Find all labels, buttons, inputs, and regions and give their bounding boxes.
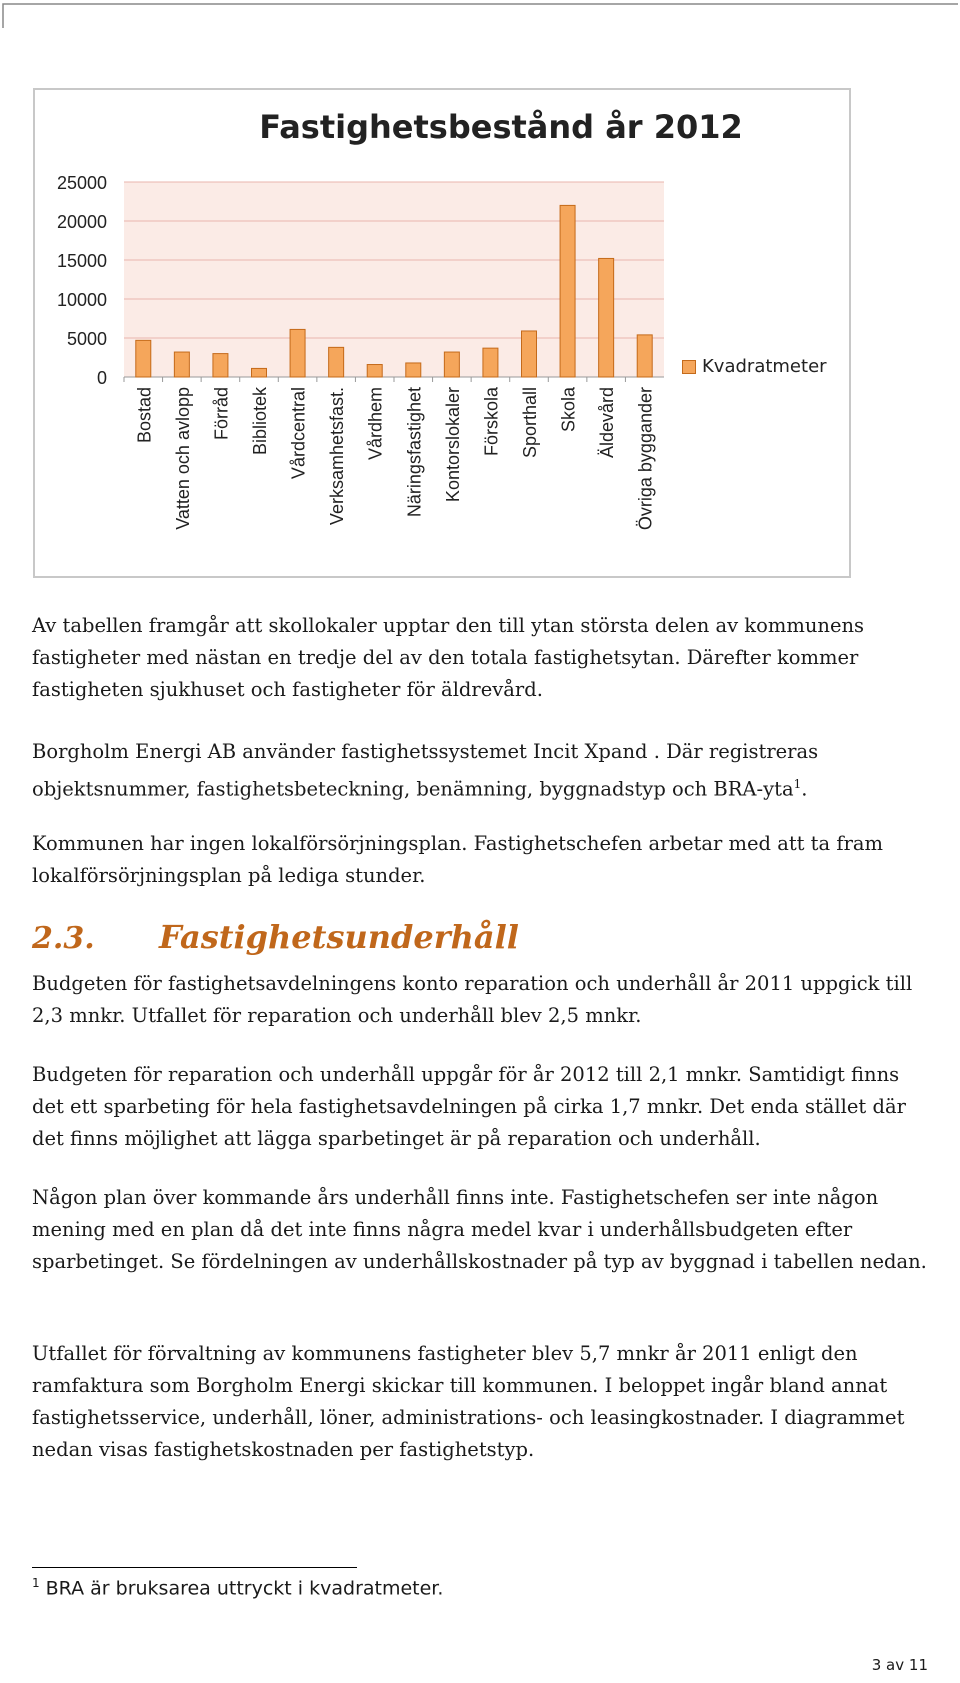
x-tick-label: Förskola bbox=[481, 387, 502, 457]
y-tick-label: 25000 bbox=[56, 173, 107, 193]
bar-1 bbox=[174, 352, 189, 377]
x-tick-label: Vårdcentral bbox=[288, 387, 309, 480]
section-heading bbox=[32, 918, 519, 956]
paragraph-1 bbox=[32, 610, 932, 706]
paragraph-4 bbox=[32, 968, 932, 1032]
y-tick-label: 10000 bbox=[56, 290, 107, 310]
x-tick-label: Vårdhem bbox=[365, 387, 386, 461]
paragraph-2 bbox=[32, 736, 932, 806]
paragraph-5 bbox=[32, 1059, 932, 1155]
bar-9 bbox=[483, 348, 498, 377]
chart-legend bbox=[682, 356, 827, 377]
paragraph-7 bbox=[32, 1338, 932, 1466]
bar-6 bbox=[367, 365, 382, 377]
x-tick-label: Näringsfastighet bbox=[404, 387, 425, 518]
y-tick-label: 5000 bbox=[66, 329, 107, 349]
paragraph-text: Kommunen har ingen lokalförsörjningsplan. Fastighetschefen arbetar med att ta fram lokalförsörjningsplan på lediga stunder. bbox=[32, 832, 884, 887]
x-tick-label: Bostad bbox=[134, 387, 155, 444]
x-tick-label: Förråd bbox=[211, 387, 232, 441]
footnote bbox=[32, 1576, 443, 1599]
bar-13 bbox=[637, 335, 652, 377]
y-tick-label: 15000 bbox=[56, 251, 107, 271]
bar-11 bbox=[560, 205, 575, 377]
footnote-reference[interactable]: 1 bbox=[793, 777, 802, 791]
section-number: 2.3. bbox=[32, 921, 95, 956]
x-tick-label: Skola bbox=[558, 387, 579, 433]
paragraph-text: Någon plan över kommande års underhåll finns inte. Fastighetschefen ser inte någon mening med en plan då det inte finns några medel kvar i underhållsbudgeten efter sparbetinget. Se fördelningen av underhållskostnader på typ av byggnad i tabellen nedan. bbox=[32, 1186, 927, 1273]
x-tick-label: Äldevård bbox=[597, 387, 618, 459]
paragraph-text: Utfallet för förvaltning av kommunens fastigheter blev 5,7 mnkr år 2011 enligt den ramfaktura som Borgholm Energi skickar till kommunen. I beloppet ingår bland annat fastighetsservice, underhåll, löner, administrations- och leasingkostnader. I diagrammet nedan visas fastighetskostnaden per fastighetstyp. bbox=[32, 1342, 905, 1461]
paragraph-text: Budgeten för fastighetsavdelningens konto reparation och underhåll år 2011 uppgick till 2,3 mnkr. Utfallet för reparation och underhåll blev 2,5 mnkr. bbox=[32, 972, 913, 1027]
bar-10 bbox=[522, 331, 537, 377]
paragraph-6 bbox=[32, 1182, 932, 1278]
y-tick-label: 0 bbox=[96, 368, 107, 388]
bar-2 bbox=[213, 354, 228, 377]
footnote-divider bbox=[32, 1567, 357, 1568]
legend-swatch bbox=[682, 360, 696, 374]
bar-8 bbox=[444, 352, 459, 377]
paragraph-3 bbox=[32, 828, 932, 892]
section-title: Fastighetsunderhåll bbox=[159, 918, 519, 956]
y-tick-label: 20000 bbox=[56, 212, 107, 232]
bar-5 bbox=[329, 347, 344, 377]
paragraph-text-end: . bbox=[801, 777, 808, 801]
x-tick-label: Övriga byggander bbox=[635, 387, 656, 531]
x-tick-label: Vatten och avlopp bbox=[172, 387, 193, 530]
bar-4 bbox=[290, 329, 305, 377]
x-tick-label: Verksamhetsfast. bbox=[327, 387, 348, 526]
bar-12 bbox=[599, 258, 614, 377]
paragraph-text: Av tabellen framgår att skollokaler upptar den till ytan största delen av kommunens fastigheter med nästan en tredje del av den totala fastighetsytan. Därefter kommer fastigheten sjukhuset och fastigheter för äldrevård. bbox=[32, 614, 865, 701]
plot-area bbox=[124, 182, 664, 377]
chart-title: Fastighetsbestånd år 2012 bbox=[259, 108, 743, 146]
footnote-marker: 1 bbox=[32, 1576, 40, 1590]
paragraph-text: Budgeten för reparation och underhåll uppgår för år 2012 till 2,1 mnkr. Samtidigt finns det ett sparbeting för hela fastighetsavdelningen på cirka 1,7 mnkr. Det enda stället där det finns möjlighet att lägga sparbetinget är på reparation och underhåll. bbox=[32, 1063, 906, 1150]
bar-3 bbox=[252, 368, 267, 377]
bar-0 bbox=[136, 340, 151, 377]
x-tick-label: Bibliotek bbox=[250, 387, 270, 456]
page-number: 3 av 11 bbox=[871, 1656, 928, 1674]
bar-chart bbox=[0, 0, 960, 600]
footnote-text: BRA är bruksarea uttryckt i kvadratmeter. bbox=[45, 1577, 444, 1600]
paragraph-text bbox=[32, 736, 932, 806]
x-tick-label: Kontorslokaler bbox=[442, 387, 463, 503]
paragraph-text-main: Borgholm Energi AB använder fastighetssystemet Incit Xpand . Där registreras objektsnummer, fastighetsbeteckning, benämning, byggnadstyp och BRA-yta bbox=[32, 740, 819, 801]
legend-label: Kvadratmeter bbox=[702, 356, 827, 377]
x-tick-label: Sporthall bbox=[520, 387, 540, 459]
bar-7 bbox=[406, 363, 421, 377]
